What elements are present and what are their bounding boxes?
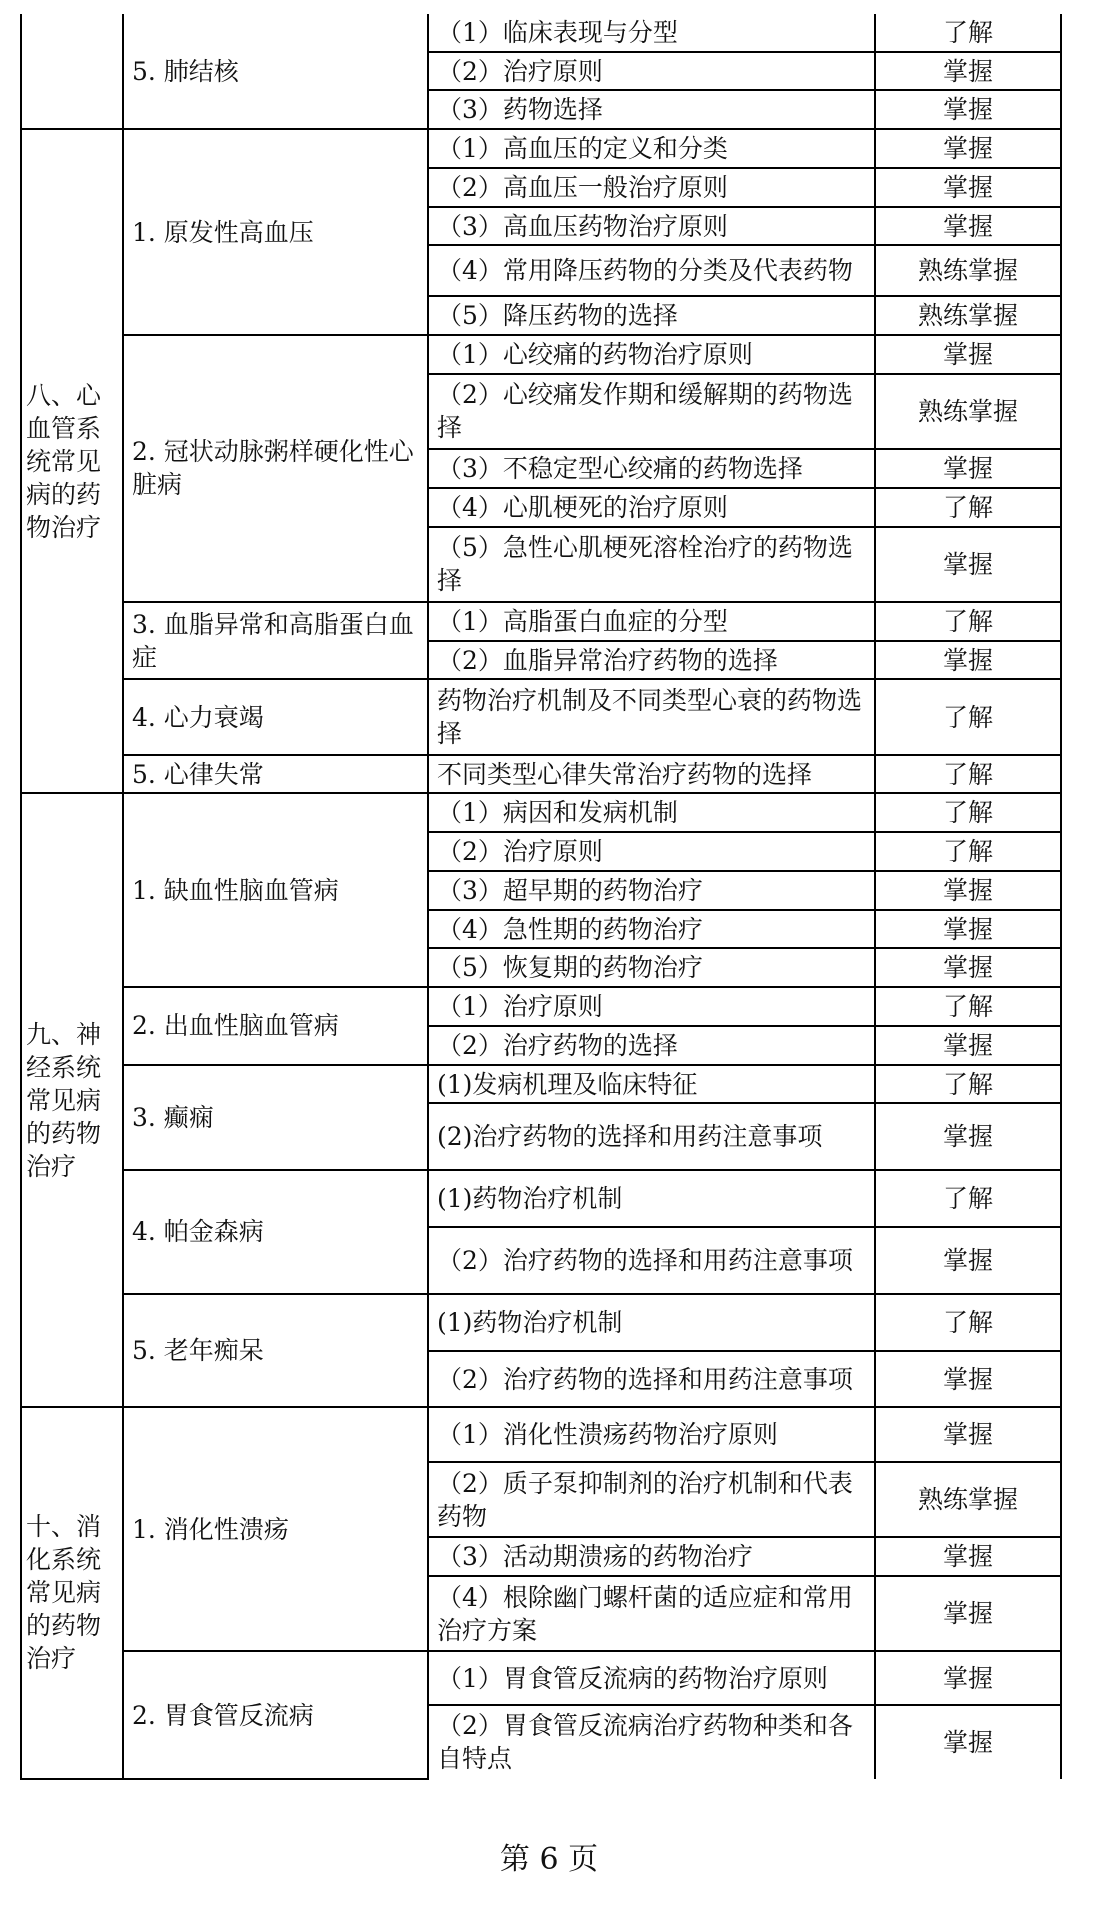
unit-cell: 2. 胃食管反流病: [123, 1651, 428, 1779]
point-cell: （1）高血压的定义和分类: [428, 129, 875, 168]
point-cell: （2）高血压一般治疗原则: [428, 168, 875, 207]
point-cell: （2）治疗药物的选择: [428, 1026, 875, 1065]
chapter-cell: [21, 14, 123, 129]
point-cell: (1)发病机理及临床特征: [428, 1065, 875, 1104]
point-cell: （1）心绞痛的药物治疗原则: [428, 335, 875, 374]
point-cell: （5）降压药物的选择: [428, 296, 875, 335]
requirement-level-cell: 了解: [875, 832, 1061, 871]
point-cell: （3）超早期的药物治疗: [428, 871, 875, 910]
point-cell: （1）病因和发病机制: [428, 793, 875, 832]
requirement-level-cell: 了解: [875, 1065, 1061, 1104]
requirement-level-cell: 掌握: [875, 1026, 1061, 1065]
requirement-level-cell: 掌握: [875, 90, 1061, 129]
requirement-level-cell: 掌握: [875, 52, 1061, 91]
point-cell: （5）急性心肌梗死溶栓治疗的药物选择: [428, 527, 875, 602]
point-cell: 不同类型心律失常治疗药物的选择: [428, 755, 875, 794]
point-cell: （1）胃食管反流病的药物治疗原则: [428, 1651, 875, 1704]
requirement-level-cell: 掌握: [875, 871, 1061, 910]
requirement-level-cell: 掌握: [875, 207, 1061, 246]
point-cell: （4）根除幽门螺杆菌的适应症和常用治疗方案: [428, 1576, 875, 1651]
point-cell: 药物治疗机制及不同类型心衰的药物选择: [428, 679, 875, 754]
unit-cell: 1. 缺血性脑血管病: [123, 793, 428, 987]
point-cell: （1）临床表现与分型: [428, 14, 875, 52]
point-cell: （3）不稳定型心绞痛的药物选择: [428, 449, 875, 488]
point-cell: （2）心绞痛发作期和缓解期的药物选择: [428, 374, 875, 449]
syllabus-table-body: [21, 14, 1061, 1779]
requirement-level-cell: 了解: [875, 488, 1061, 527]
point-cell: (2)治疗药物的选择和用药注意事项: [428, 1103, 875, 1169]
table-row: [21, 1170, 1061, 1228]
requirement-level-cell: 掌握: [875, 449, 1061, 488]
unit-cell: 3. 癫痫: [123, 1065, 428, 1170]
point-cell: （2）治疗药物的选择和用药注意事项: [428, 1351, 875, 1406]
point-cell: （1）高脂蛋白血症的分型: [428, 602, 875, 641]
table-row: [21, 335, 1061, 374]
chapter-cell: 十、消化系统常见病的药物治疗: [21, 1407, 123, 1779]
requirement-level-cell: 了解: [875, 679, 1061, 754]
requirement-level-cell: 了解: [875, 1294, 1061, 1352]
table-row: [21, 1294, 1061, 1352]
table-row: [21, 129, 1061, 168]
point-cell: （2）治疗原则: [428, 52, 875, 91]
table-row: [21, 1407, 1061, 1462]
requirement-level-cell: 掌握: [875, 641, 1061, 680]
table-row: [21, 14, 1061, 52]
unit-cell: 1. 原发性高血压: [123, 129, 428, 335]
unit-cell: 5. 肺结核: [123, 14, 428, 129]
unit-cell: 2. 出血性脑血管病: [123, 987, 428, 1065]
requirement-level-cell: 了解: [875, 14, 1061, 52]
requirement-level-cell: 掌握: [875, 1351, 1061, 1406]
point-cell: （2）胃食管反流病治疗药物种类和各自特点: [428, 1705, 875, 1779]
table-row: [21, 1651, 1061, 1704]
requirement-level-cell: 了解: [875, 987, 1061, 1026]
point-cell: （4）急性期的药物治疗: [428, 910, 875, 949]
table-row: [21, 1065, 1061, 1104]
requirement-level-cell: 掌握: [875, 1537, 1061, 1576]
table-row: [21, 602, 1061, 641]
requirement-level-cell: 了解: [875, 755, 1061, 794]
requirement-level-cell: 掌握: [875, 1705, 1061, 1779]
unit-cell: 4. 心力衰竭: [123, 679, 428, 754]
point-cell: （3）活动期溃疡的药物治疗: [428, 1537, 875, 1576]
point-cell: （2）质子泵抑制剂的治疗机制和代表药物: [428, 1462, 875, 1537]
unit-cell: 3. 血脂异常和高脂蛋白血症: [123, 602, 428, 680]
requirement-level-cell: 掌握: [875, 910, 1061, 949]
requirement-level-cell: 熟练掌握: [875, 374, 1061, 449]
point-cell: （1）消化性溃疡药物治疗原则: [428, 1407, 875, 1462]
requirement-level-cell: 掌握: [875, 527, 1061, 602]
point-cell: （2）治疗原则: [428, 832, 875, 871]
unit-cell: 2. 冠状动脉粥样硬化性心脏病: [123, 335, 428, 602]
requirement-level-cell: 熟练掌握: [875, 296, 1061, 335]
requirement-level-cell: 掌握: [875, 1576, 1061, 1651]
point-cell: （3）高血压药物治疗原则: [428, 207, 875, 246]
point-cell: （1）治疗原则: [428, 987, 875, 1026]
requirement-level-cell: 掌握: [875, 129, 1061, 168]
point-cell: （2）血脂异常治疗药物的选择: [428, 641, 875, 680]
point-cell: （5）恢复期的药物治疗: [428, 948, 875, 987]
point-cell: (1)药物治疗机制: [428, 1294, 875, 1352]
table-row: [21, 987, 1061, 1026]
unit-cell: 1. 消化性溃疡: [123, 1407, 428, 1652]
requirement-level-cell: 了解: [875, 602, 1061, 641]
requirement-level-cell: 了解: [875, 793, 1061, 832]
point-cell: （3）药物选择: [428, 90, 875, 129]
table-row: [21, 679, 1061, 754]
requirement-level-cell: 掌握: [875, 948, 1061, 987]
unit-cell: 5. 老年痴呆: [123, 1294, 428, 1407]
requirement-level-cell: 掌握: [875, 335, 1061, 374]
unit-cell: 4. 帕金森病: [123, 1170, 428, 1294]
requirement-level-cell: 掌握: [875, 1651, 1061, 1704]
table-row: [21, 755, 1061, 794]
requirement-level-cell: 掌握: [875, 1407, 1061, 1462]
requirement-level-cell: 掌握: [875, 1227, 1061, 1293]
unit-cell: 5. 心律失常: [123, 755, 428, 794]
requirement-level-cell: 掌握: [875, 1103, 1061, 1169]
requirement-level-cell: 熟练掌握: [875, 245, 1061, 296]
table-row: [21, 793, 1061, 832]
point-cell: （4）心肌梗死的治疗原则: [428, 488, 875, 527]
point-cell: （4）常用降压药物的分类及代表药物: [428, 245, 875, 296]
point-cell: （2）治疗药物的选择和用药注意事项: [428, 1227, 875, 1293]
page-number: 第 6 页: [499, 1842, 599, 1877]
chapter-cell: 八、心血管系统常见病的药物治疗: [21, 129, 123, 793]
point-cell: (1)药物治疗机制: [428, 1170, 875, 1228]
syllabus-table: [20, 14, 1062, 1780]
requirement-level-cell: 掌握: [875, 168, 1061, 207]
requirement-level-cell: 熟练掌握: [875, 1462, 1061, 1537]
chapter-cell: 九、神经系统常见病的药物治疗: [21, 793, 123, 1406]
requirement-level-cell: 了解: [875, 1170, 1061, 1228]
